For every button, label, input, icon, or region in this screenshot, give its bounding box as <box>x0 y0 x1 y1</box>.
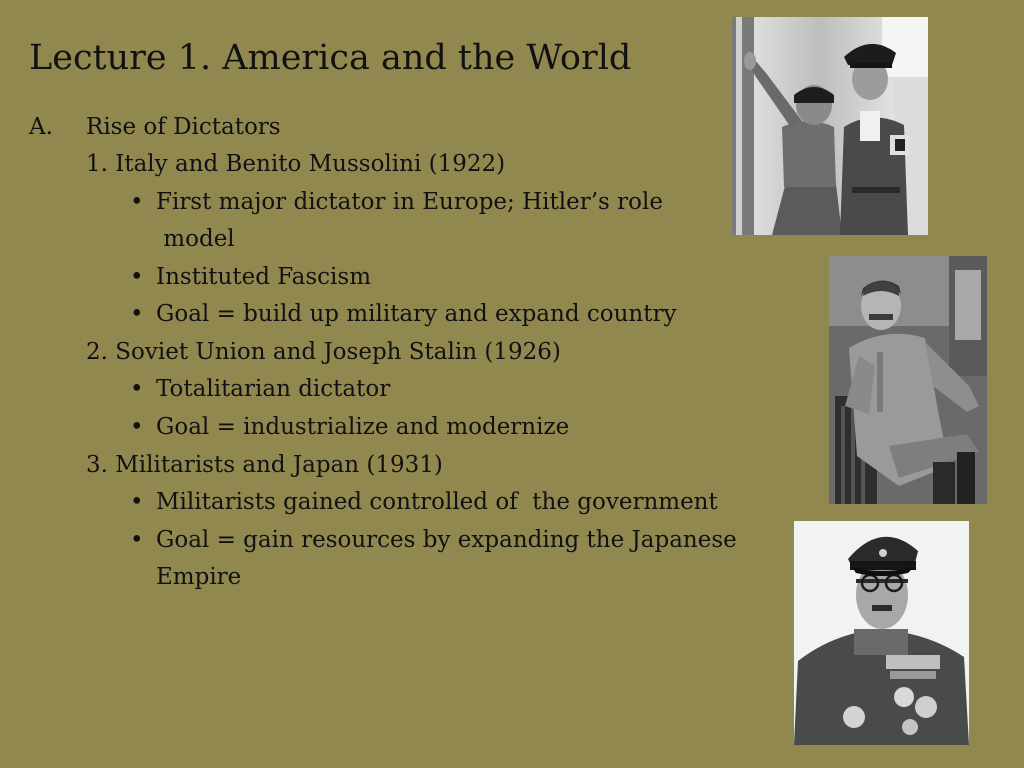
subsection-heading: 1. Italy and Benito Mussolini (1922) <box>86 151 506 177</box>
photo-seated-leader-image <box>829 256 987 504</box>
bullet-text: Militarists gained controlled of the government <box>156 489 718 515</box>
bullet-icon: • <box>130 264 144 290</box>
bullet-icon: • <box>130 301 144 327</box>
bullet-icon: • <box>130 376 144 402</box>
bullet-icon: • <box>130 527 144 553</box>
photo-saluting-leaders-image <box>732 17 928 235</box>
bullet-icon: • <box>130 489 144 515</box>
section-title: Rise of Dictators <box>86 114 281 140</box>
bullet-text: Goal = gain resources by expanding the Japanese <box>156 527 737 553</box>
photo-saluting-leaders <box>732 17 928 235</box>
bullet-text: Totalitarian dictator <box>156 376 391 402</box>
bullet-icon: • <box>130 189 144 215</box>
photo-military-officer-image <box>794 521 969 745</box>
bullet-text: Goal = industrialize and modernize <box>156 414 570 440</box>
bullet-text-continuation: model <box>156 226 235 252</box>
bullet-text: Goal = build up military and expand country <box>156 301 677 327</box>
subsection-heading: 2. Soviet Union and Joseph Stalin (1926) <box>86 339 561 365</box>
photo-military-officer <box>794 521 969 745</box>
photo-seated-leader <box>829 256 987 504</box>
bullet-text-continuation: Empire <box>156 564 242 590</box>
subsection-heading: 3. Militarists and Japan (1931) <box>86 452 443 478</box>
bullet-text: Instituted Fascism <box>156 264 372 290</box>
slide-title: Lecture 1. America and the World <box>29 38 632 78</box>
bullet-text: First major dictator in Europe; Hitler’s role <box>156 189 663 215</box>
bullet-icon: • <box>130 414 144 440</box>
section-marker: A. <box>29 114 53 140</box>
